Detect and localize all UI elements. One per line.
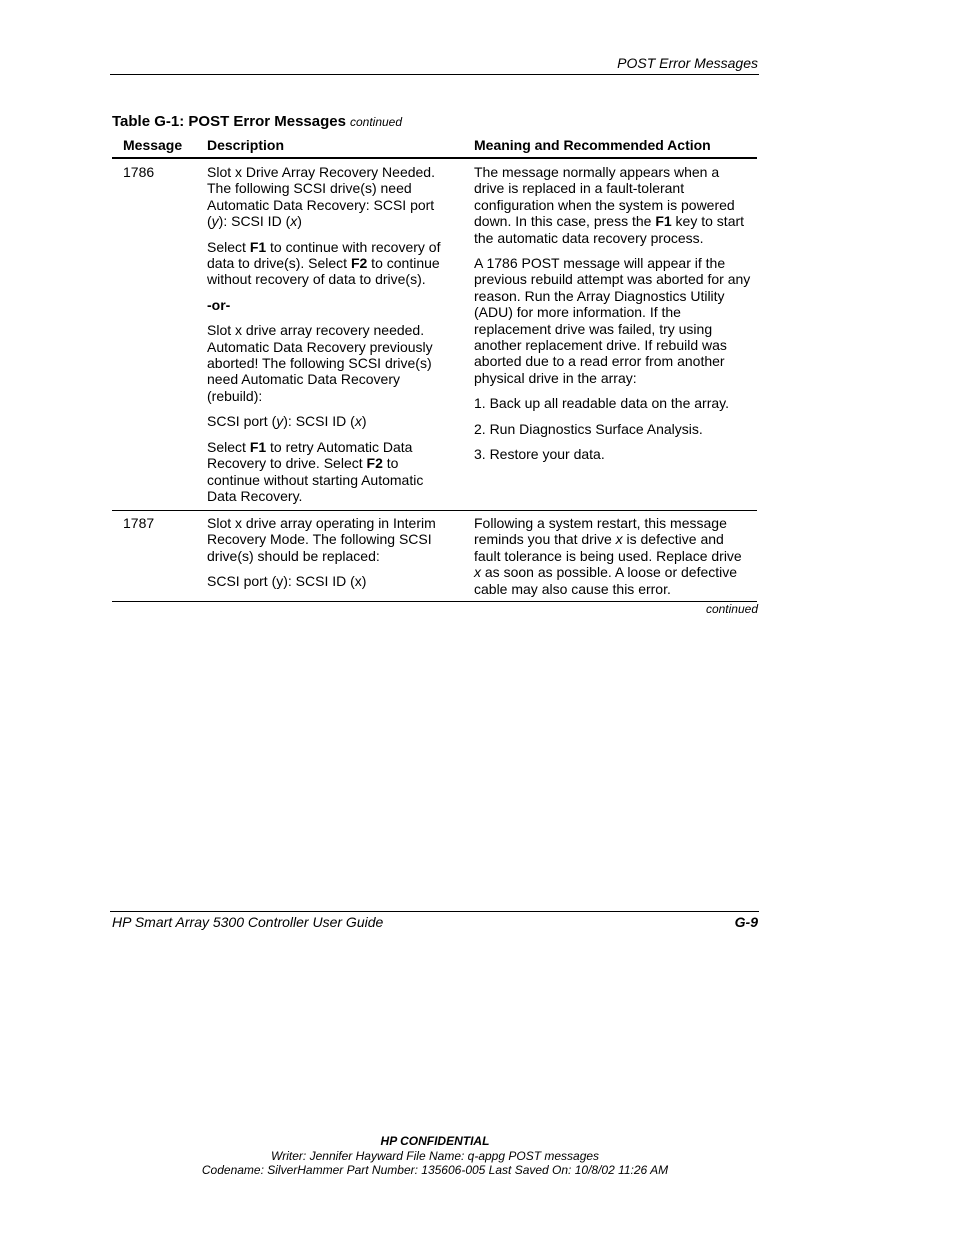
row-1787-message: 1787 xyxy=(123,515,155,531)
running-header-title: POST Error Messages xyxy=(617,55,758,71)
table-title-continued: continued xyxy=(349,115,403,129)
row-divider xyxy=(112,510,757,511)
table-title: Table G-1: POST Error Messages continued xyxy=(112,113,403,130)
row-1786-message: 1786 xyxy=(123,164,155,180)
step-1: 1. Back up all readable data on the array. xyxy=(474,395,730,412)
row-1787-description: Slot x drive array operating in Interim Recovery Mode. The following SCSI drive(s) should be replaced: SCSI port (y): SCSI ID (x) xyxy=(207,515,436,590)
table-bottom-rule xyxy=(112,601,757,602)
column-header-meaning: Meaning and Recommended Action xyxy=(474,137,711,153)
confidential-codename-line: Codename: SilverHammer Part Number: 135606-005 Last Saved On: 10/8/02 11:26 AM xyxy=(201,1163,669,1177)
row-1786-description: Slot x Drive Array Recovery Needed. The following SCSI drive(s) need Automatic Data Recovery: SCSI port (y): SCSI ID (x) Select F1 to continue with recovery of data to drive(s). Select F2 to continue without recovery of data to drive(s). -or- Slot x drive array recovery needed. Automatic Data Recovery previously aborted! The following SCSI drive(s) need Automatic Data Recovery (rebuild): SCSI port (y): SCSI ID (x) Select F1 to retry Automatic Data Recovery to drive. Select F2 to continue without starting Automatic Data Recovery. xyxy=(207,164,441,504)
step-3: 3. Restore your data. xyxy=(474,446,605,463)
header-rule xyxy=(110,74,759,75)
table-continued-label: continued xyxy=(705,602,758,616)
column-header-message: Message xyxy=(123,137,183,153)
step-2: 2. Run Diagnostics Surface Analysis. xyxy=(474,420,703,437)
row-1787-meaning: Following a system restart, this message reminds you that drive x is defective and fault tolerance is being used. Replace drive x as soon as possible. A loose or defective cable may also cause this error. xyxy=(474,515,742,597)
footer-guide-title: HP Smart Array 5300 Controller User Guide xyxy=(112,914,384,930)
column-header-description: Description xyxy=(207,137,285,153)
footer-rule xyxy=(110,911,759,912)
row-1786-meaning: The message normally appears when a drive is replaced in a fault-tolerant configuration when the system is powered down. In this case, press the F1 key to start the automatic data recovery process. A 1786 POST message will appear if the previous rebuild attempt was aborted for any reason. Run the Array Diagnostics Utility (ADU) for more information. If the replacement drive was failed, try using another replacement drive. If rebuild was aborted due to a read error from another physical drive in the array: 1. Back up all readable data on the array. 2. Run Diagnostics Surface Analysis. 3. Restore your data. xyxy=(474,164,751,463)
table-header-rule xyxy=(112,157,757,159)
confidential-writer-line: Writer: Jennifer Hayward File Name: q-appg POST messages xyxy=(270,1149,600,1163)
confidential-label: HP CONFIDENTIAL xyxy=(380,1134,490,1148)
footer-page-number: G-9 xyxy=(734,914,758,930)
